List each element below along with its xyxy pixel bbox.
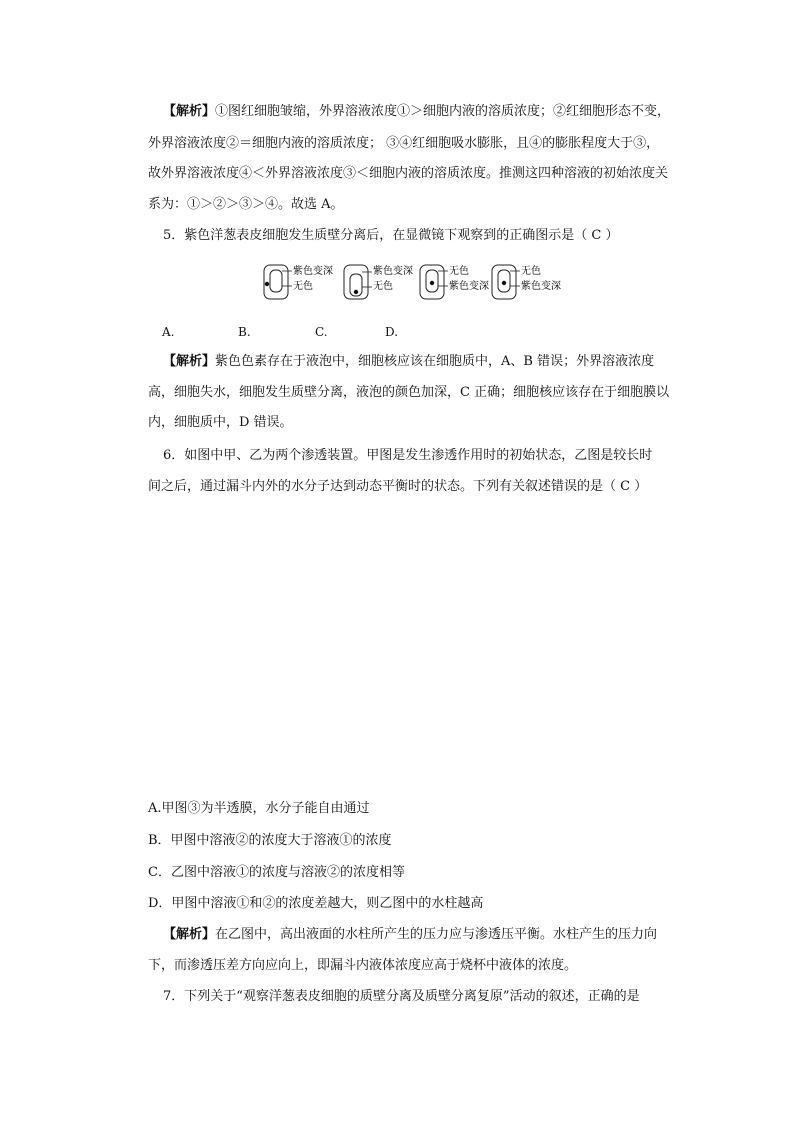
nucleus-a: [265, 282, 269, 286]
analysis-q4-line4: 系为：①＞②＞③＞④。故选 A。: [148, 197, 344, 212]
cell-a-label-top: 紫色变深: [293, 266, 333, 277]
cell-c-label-bottom: 紫色变深: [449, 281, 489, 292]
cell-figure-c: [420, 264, 489, 299]
q6-option-a: A.甲图③为半透膜，水分子能自由通过: [148, 801, 370, 816]
question-7-stem-line1: 7．下列关于“观察洋葱表皮细胞的质壁分离及质壁分离复原”活动的叙述，正确的是: [163, 989, 640, 1004]
q6-option-d: D．甲图中溶液①和②的浓度差越大，则乙图中的水柱越高: [148, 896, 484, 911]
analysis-q5-line3: 内，细胞质中，D 错误。: [148, 415, 293, 430]
analysis-q4-line1: 【解析】①图红细胞皱缩，外界溶液浓度①＞细胞内液的溶质浓度；②红细胞形态不变，: [163, 104, 671, 119]
q5-option-b: B.: [238, 325, 251, 339]
cell-figure-a: [264, 264, 333, 299]
analysis-q5-line2: 高，细胞失水，细胞发生质壁分离，液泡的颜色加深，C 正确；细胞核应该存在于细胞膜以: [148, 385, 670, 400]
cell-figure-d: [492, 264, 561, 299]
analysis-tag: 【解析】: [163, 927, 216, 942]
analysis-q4-line3: 故外界溶液浓度④＜外界溶液浓度③＜细胞内液的溶质浓度。推测这四种溶液的初始浓度关: [148, 166, 669, 181]
question-6-stem-line1: 6．如图中甲、乙为两个渗透装置。甲图是发生渗透作用时的初始状态，乙图是较长时: [163, 448, 653, 463]
cell-b-label-top: 紫色变深: [373, 266, 413, 277]
cell-d-label-top: 无色: [521, 266, 541, 277]
cell-b-label-bottom: 无色: [373, 281, 393, 292]
q6-option-c: C．乙图中溶液①的浓度与溶液②的浓度相等: [148, 865, 405, 880]
analysis-q6-line1: 【解析】在乙图中，高出液面的水柱所产生的压力应与渗透压平衡。水柱产生的压力向: [163, 927, 658, 942]
analysis-q4-line2: 外界溶液浓度②＝细胞内液的溶质浓度； ③④红细胞吸水膨胀，且④的膨胀程度大于③，: [148, 136, 660, 151]
cell-c-label-top: 无色: [449, 266, 469, 277]
analysis-q5-line1: 【解析】紫色色素存在于液泡中，细胞核应该在细胞质中，A、B 错误；外界溶液浓度: [163, 354, 655, 369]
cell-d-label-bottom: 紫色变深: [521, 281, 561, 292]
cell-a-label-bottom: 无色: [293, 281, 313, 292]
q6-option-b: B．甲图中溶液②的浓度大于溶液①的浓度: [148, 833, 392, 848]
cell-figure-b: [344, 264, 413, 299]
nucleus-c: [430, 281, 434, 285]
nucleus-d: [502, 281, 506, 285]
q5-cell-figure: [262, 262, 572, 304]
analysis-tag: 【解析】: [163, 104, 216, 119]
question-6-stem-line2: 间之后，通过漏斗内外的水分子达到动态平衡时的状态。下列有关叙述错误的是（ C ）: [148, 479, 648, 494]
analysis-q6-line2: 下，而渗透压差方向应向上，即漏斗内液体浓度应高于烧杯中液体的浓度。: [148, 958, 578, 973]
q5-option-c: C.: [315, 325, 328, 339]
q5-option-a: A.: [162, 325, 175, 339]
q5-option-d: D.: [385, 325, 399, 339]
analysis-tag: 【解析】: [163, 354, 216, 369]
question-5-stem: 5．紫色洋葱表皮细胞发生质壁分离后，在显微镜下观察到的正确图示是（ C ）: [163, 228, 619, 243]
nucleus-b: [354, 290, 358, 294]
